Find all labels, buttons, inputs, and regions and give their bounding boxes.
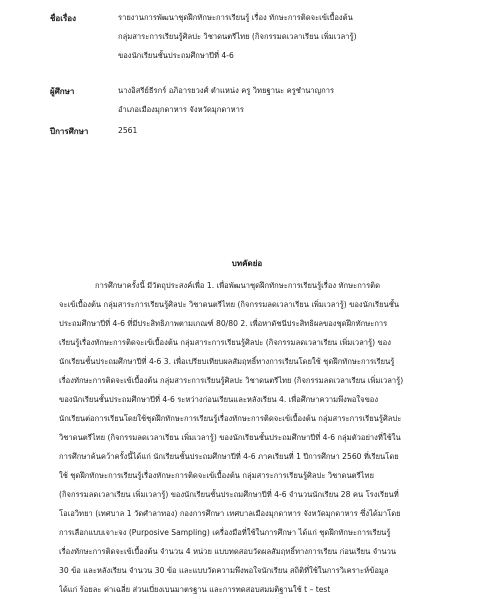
title-value xyxy=(118,8,473,65)
year-label: ปีการศึกษา xyxy=(50,127,89,136)
researcher-line: อำเภอเมืองมุกดาหาร จังหวัดมุกดาหาร xyxy=(118,105,244,114)
researcher-line: นางอิสรีย์ธีรกร์ อภิอารยวงศ์ ตำแหน่ง ครู วิทยฐานะ ครูชำนาญการ xyxy=(118,86,335,95)
title-line: รายงานการพัฒนาชุดฝึกทักษะการเรียนรู้ เรื่อง ทักษะการติดจะเข้เบื้องต้น xyxy=(118,13,353,22)
abstract-line: นักเรียนชั้นประถมศึกษาปีที่ 4-6 3. เพื่อเปรียบเทียบผลสัมฤทธิ์ทางการเรียนโดยใช้ ชุดฝึกทักษะการเรียนรู้ xyxy=(59,357,395,366)
abstract-line: วิชาดนตรีไทย (กิจกรรมลดเวลาเรียน เพิ่มเวลารู้) ของนักเรียนชั้นประถมศึกษาปีที่ 4-6 กลุ่มตัวอย่างที่ใช้ใน xyxy=(59,433,401,442)
abstract-line: นักเรียนต่อการเรียนโดยใช้ชุดฝึกทักษะการเรียนรู้เรื่องทักษะการติดจะเข้เบื้องต้น กลุ่มสาระการเรียนรู้ศิลปะ xyxy=(59,414,402,423)
abstract-line: เรียนรู้เรื่องทักษะการติดจะเข้เบื้องต้น กลุ่มสาระการเรียนรู้ศิลปะ (กิจกรรมลดเวลาเรียน เพิ่มเวลารู้) ของ xyxy=(59,338,391,347)
abstract-line: การศึกษาครั้งนี้ มีวัตถุประสงค์เพื่อ 1. เพื่อพัฒนาชุดฝึกทักษะการเรียนรู้เรื่อง ทักษะการติด xyxy=(95,281,381,290)
abstract-line: ประถมศึกษาปีที่ 4-6 ที่มีประสิทธิภาพตามเกณฑ์ 80/80 2. เพื่อหาดัชนีประสิทธิผลของชุดฝึกทักษะการ xyxy=(59,319,388,328)
abstract-line: เรื่องทักษะการติดจะเข้เบื้องต้น จำนวน 4 หน่วย แบบทดสอบวัดผลสัมฤทธิ์ทางการเรียน ก่อนเรียน จำนวน xyxy=(59,547,397,556)
abstract-line: จะเข้เบื้องต้น กลุ่มสาระการเรียนรู้ศิลปะ วิชาดนตรีไทย (กิจกรรมลดเวลาเรียน เพิ่มเวลารู้) ของนักเรียนชั้น xyxy=(59,300,400,309)
title-label: ชื่อเรื่อง xyxy=(50,14,76,23)
abstract-line: ของนักเรียนชั้นประถมศึกษาปีที่ 4-6 ระหว่างก่อนเรียนและหลังเรียน 4. เพื่อศึกษาความพึงพอใจของ xyxy=(59,395,379,404)
abstract-line: ได้แก่ ร้อยละ ค่าเฉลี่ย ส่วนเบี่ยงเบนมาตรฐาน และการทดสอบสมมติฐานใช้ t – test xyxy=(59,585,331,594)
abstract-line: ใช้ ชุดฝึกทักษะการเรียนรู้เรื่องทักษะการติดจะเข้เบื้องต้น กลุ่มสาระการเรียนรู้ศิลปะ วิชาดนตรีไทย xyxy=(59,471,374,480)
abstract-line: การศึกษาค้นคว้าครั้งนี้ได้แก่ นักเรียนชั้นประถมศึกษาปีที่ 4-6 ภาคเรียนที่ 1 ปีการศึกษา 2560 ที่เรียนโดย xyxy=(59,452,399,461)
abstract-body xyxy=(59,276,459,599)
title-line: กลุ่มสาระการเรียนรู้ศิลปะ วิชาดนตรีไทย (กิจกรรมดเวลาเรียน เพิ่มเวลารู้) xyxy=(118,32,357,41)
title-line: ของนักเรียนชั้นประถมศึกษาปีที่ 4-6 xyxy=(118,51,234,60)
abstract-line: 30 ข้อ และหลังเรียน จำนวน 30 ข้อ และแบบวัดความพึงพอใจนักเรียน สถิติที่ใช้ในการวิเคราะห์ข้อมูล xyxy=(59,566,389,575)
researcher-label: ผู้ศึกษา xyxy=(50,87,75,96)
abstract-line: เรื่องทักษะการติดจะเข้เบื้องต้น กลุ่มสาระการเรียนรู้ศิลปะ วิชาดนตรีไทย (กิจกรรมลดเวลาเรียน เพิ่มเวลารู้) xyxy=(59,376,404,385)
abstract-title: บทคัดย่อ xyxy=(231,259,263,268)
abstract-line: โอเอวิทยา (เทศบาล 1 วัดศำลาทอง) กองการศึกษา เทศบาลเมืองมุกดาหาร จังหวัดมุกดาหาร ซึ่งได้มาโดย xyxy=(59,509,401,518)
researcher-value xyxy=(118,81,473,119)
abstract-line: (กิจกรรมลดเวลาเรียน เพิ่มเวลารู้) ของนักเรียนชั้นประถมศึกษาปีที่ 4-6 จำนวนนักเรียน 28 คน โรงเรียนที่ xyxy=(59,490,399,499)
year-value: 2561 xyxy=(118,126,138,135)
year-value-wrap xyxy=(118,121,473,140)
abstract-line: การเลือกแบบเจาะจง (Purposive Sampling) เครื่องมือที่ใช้ในการศึกษา ได้แก่ ชุดฝึกทักษะการเรียนรู้ xyxy=(59,528,391,537)
